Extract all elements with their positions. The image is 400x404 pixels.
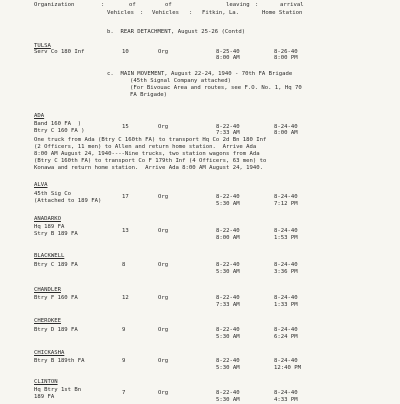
unit-chickasha: Btry B 189th FA [34,358,85,364]
ada-note-1: One truck from Ada (Btry C 160th FA) to transport Hq Co 2d Bn 180 Inf [34,137,267,143]
dep-time-blackwell: 5:30 AM [216,269,240,275]
section-c-line2: (45th Signal Company attached) [130,78,232,84]
dep-time-ada: 7:33 AM [216,130,240,136]
num-alva: 17 [122,194,129,200]
header-colon-4: : [255,2,259,8]
num-chandler: 12 [122,295,129,301]
city-cherokee: CHEROKEE [34,318,61,324]
arr-date-chickasha: 8-24-40 [274,358,298,364]
unit-ada-2: Btry C 160 FA ) [34,128,85,134]
arr-time-anadarko: 1:53 PM [274,235,298,241]
header-colon-3: : [189,10,193,16]
header-leaving-place: Fitkin, La. [202,10,240,16]
arr-date-cherokee: 8-24-40 [274,327,298,333]
arr-date-alva: 8-24-40 [274,194,298,200]
type-clinton: Org [158,390,169,396]
city-ada: ADA [34,113,45,119]
unit-blackwell: Btry C 189 FA [34,262,78,268]
section-c-line3: (For Bivouac Area and routes, see F.O. No. 1, Hq 70 [130,85,302,91]
dep-date-anadarko: 8-22-40 [216,228,240,234]
arr-time-chandler: 1:33 PM [274,302,298,308]
city-anadarko: ANADARKO [34,216,61,222]
unit-cherokee: Btry D 189 FA [34,327,78,333]
num-cherokee: 9 [122,327,126,333]
type-chickasha: Org [158,358,169,364]
city-chandler: CHANDLER [34,287,61,293]
unit-clinton-2: 189 FA [34,394,55,400]
type-chandler: Org [158,295,169,301]
dep-date-cherokee: 8-22-40 [216,327,240,333]
header-home-station: Home Station [262,10,303,16]
section-c-line1: c. MAIN MOVEMENT, August 22-24, 1940 - 70th FA Brigade [107,71,293,77]
arr-time-blackwell: 3:36 PM [274,269,298,275]
dep-date-chandler: 8-22-40 [216,295,240,301]
city-clinton: CLINTON [34,379,58,385]
arr-time-tulsa: 8:00 PM [274,55,298,61]
ada-note-2: (2 Officers, 11 men) to Allen and return home station. Arrive Ada [34,144,257,150]
unit-clinton-1: Hq Btry 1st Bn [34,387,82,393]
dep-date-blackwell: 8-22-40 [216,262,240,268]
header-colon-2: : [140,10,144,16]
dep-time-alva: 5:30 AM [216,201,240,207]
header-arrival: arrival [280,2,304,8]
arr-date-chandler: 8-24-40 [274,295,298,301]
type-tulsa: Org [158,49,169,55]
city-chickasha: CHICKASHA [34,350,65,356]
header-colon-1: : [101,2,105,8]
header-vehicles-1: Vehicles [107,10,134,16]
arr-time-alva: 7:12 PM [274,201,298,207]
city-tulsa: TULSA [34,43,51,49]
dep-time-chandler: 7:33 AM [216,302,240,308]
dep-date-chickasha: 8-22-40 [216,358,240,364]
city-alva: ALVA [34,182,48,188]
num-anadarko: 13 [122,228,129,234]
type-blackwell: Org [158,262,169,268]
section-c-line4: FA Brigade) [130,92,168,98]
num-tulsa: 10 [122,49,129,55]
num-blackwell: 8 [122,262,126,268]
arr-date-clinton: 8-24-40 [274,390,298,396]
city-blackwell: BLACKWELL [34,253,65,259]
unit-tulsa: Serv Co 180 Inf [34,49,85,55]
dep-date-clinton: 8-22-40 [216,390,240,396]
dep-date-ada: 8-22-40 [216,124,240,130]
section-b-title: b. REAR DETACHMENT, August 25-26 (Contd) [107,29,246,35]
dep-date-alva: 8-22-40 [216,194,240,200]
header-leaving: leaving [226,2,250,8]
arr-time-chickasha: 12:40 PM [274,365,301,371]
ada-note-4: (Btry C 160th FA) to transport Co F 179th Inf (4 Officers, 63 men) to [34,158,267,164]
dep-time-tulsa: 8:00 AM [216,55,240,61]
dep-time-anadarko: 8:00 AM [216,235,240,241]
arr-time-clinton: 4:33 PM [274,397,298,403]
num-chickasha: 9 [122,358,126,364]
header-vehicles-2: Vehicles [152,10,179,16]
header-number-of: of [129,2,136,8]
unit-alva-1: 45th Sig Co [34,191,72,197]
num-clinton: 7 [122,390,126,396]
type-ada: Org [158,124,169,130]
ada-note-5: Konawa and return home station. Arrive Ada 8:00 AM August 24, 1940. [34,165,264,171]
type-cherokee: Org [158,327,169,333]
unit-ada-1: Band 160 FA ) [34,121,82,127]
arr-date-ada: 8-24-40 [274,124,298,130]
header-type-of: of [165,2,172,8]
unit-chandler: Btry F 160 FA [34,295,78,301]
type-anadarko: Org [158,228,169,234]
arr-date-blackwell: 8-24-40 [274,262,298,268]
dep-time-chickasha: 5:30 AM [216,365,240,371]
type-alva: Org [158,194,169,200]
dep-time-clinton: 5:30 AM [216,397,240,403]
arr-time-cherokee: 6:24 PM [274,334,298,340]
ada-note-3: 8:00 AM August 24, 1940----Nine trucks, two station wagons from Ada [34,151,260,157]
unit-anadarko-1: Hq 189 FA [34,224,65,230]
dep-time-cherokee: 5:30 AM [216,334,240,340]
arr-time-ada: 8:00 AM [274,130,298,136]
unit-alva-2: (Attached to 189 FA) [34,198,102,204]
arr-date-tulsa: 8-26-40 [274,49,298,55]
header-organization: Organization [34,2,75,8]
unit-anadarko-2: Stry B 189 FA [34,231,78,237]
arr-date-anadarko: 8-24-40 [274,228,298,234]
dep-date-tulsa: 8-25-40 [216,49,240,55]
num-ada: 15 [122,124,129,130]
